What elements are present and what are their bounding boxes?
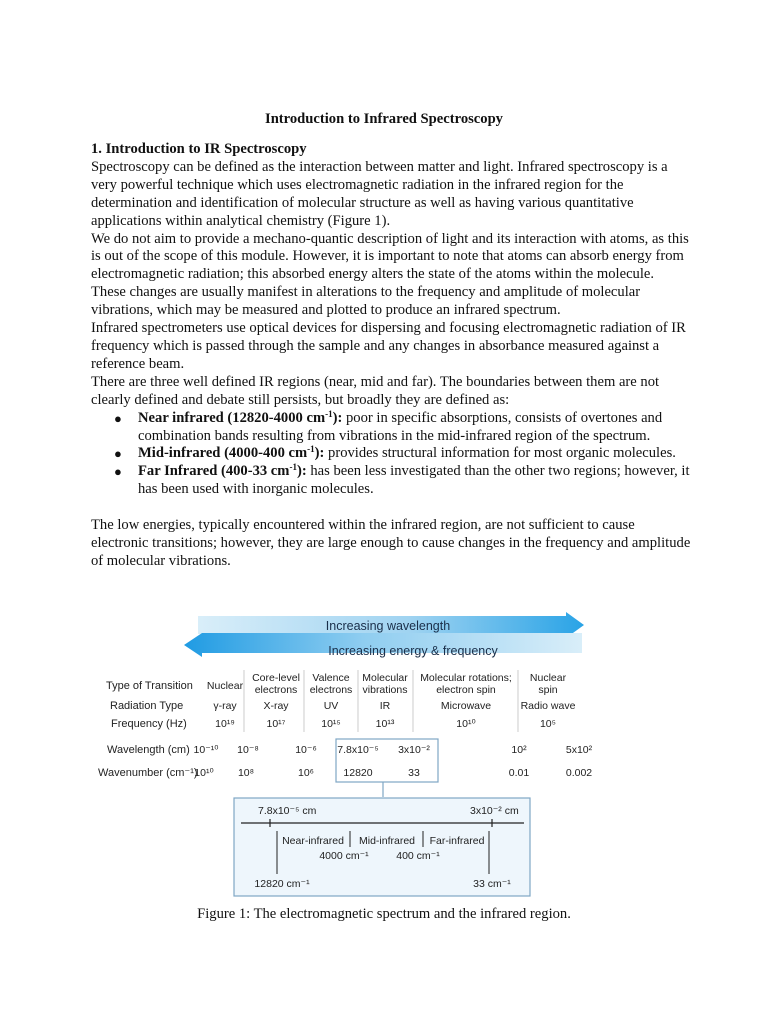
wavelength-value: 10⁻⁸ <box>237 744 259 756</box>
radiation-gamma: γ-ray <box>213 700 237 712</box>
row-label-transition: Type of Transition <box>106 680 193 692</box>
transition-valence-1: Valence <box>312 672 350 684</box>
term-description: has been less investigated than the other two regions; however, it has been used with inorganic molecules. <box>138 463 690 498</box>
paragraph-energy: We do not aim to provide a mechano-quantic description of light and its interaction with atoms, as this is out of the scope of this module. However, it is important to note that atoms can absorb energy from electromagnetic radiation; this absorbed energy alters the state of the atoms within the molecule. These changes are usually manifest in alterations to the frequency and amplitude of molecular vibrations, which may be measured and plotted to produce an infrared spectrum. <box>91 230 689 319</box>
list-item-far-ir <box>114 462 691 499</box>
wavenumber-value: 0.002 <box>565 767 593 779</box>
section-heading: 1. Introduction to IR Spectroscopy <box>91 141 307 157</box>
transition-nuclear: Nuclear <box>206 680 244 692</box>
frequency-gamma: 10¹⁹ <box>215 718 235 730</box>
figure-caption: Figure 1: The electromagnetic spectrum and the infrared region. <box>197 906 571 922</box>
mid-infrared-label: Mid-infrared <box>358 835 416 847</box>
boundary-400-label: 400 cm⁻¹ <box>396 850 440 862</box>
wavelength-arrow-label: Increasing wavelength <box>325 619 451 633</box>
frequency-radio: 10⁵ <box>539 718 557 730</box>
list-item-near-ir <box>114 408 691 446</box>
term-description: poor in specific absorptions, consists of overtones and combination bands resulting from vibrations in the mid-infrared region of the spectrum. <box>138 409 663 444</box>
wavelength-value: 10² <box>511 744 527 756</box>
row-label-wavenumber: Wavenumber (cm⁻¹) <box>98 767 198 779</box>
transition-core-level-2: electrons <box>254 684 298 696</box>
term-end: ): <box>332 409 343 426</box>
document-body <box>91 141 691 571</box>
document-title: Introduction to Infrared Spectroscopy <box>265 111 503 127</box>
row-label-frequency: Frequency (Hz) <box>111 718 187 730</box>
detail-right-wavenumber: 33 cm⁻¹ <box>473 878 511 890</box>
radiation-uv: UV <box>323 700 339 712</box>
transition-molecular-vib-1: Molecular <box>362 672 408 684</box>
paragraph-low-energies: The low energies, typically encountered within the infrared region, are not sufficient to cause electronic transitions; however, they are large enough to cause changes in the frequency and amplitude of molecular vibrations. <box>91 517 691 569</box>
near-infrared-label: Near-infrared <box>282 835 344 847</box>
spectrum-diagram <box>96 612 596 902</box>
paragraph-gap <box>91 499 691 517</box>
term-label: Far Infrared (400-33 cm <box>138 463 290 480</box>
frequency-microwave: 10¹⁰ <box>456 718 476 730</box>
wavelength-value: 3x10⁻² <box>398 744 430 756</box>
term-superscript: -1 <box>325 408 333 419</box>
transition-nuclear-spin-2: spin <box>538 684 558 696</box>
frequency-uv: 10¹⁵ <box>321 718 341 730</box>
row-label-radiation: Radiation Type <box>110 700 184 712</box>
term-superscript: -1 <box>289 462 297 473</box>
term-end: ): <box>296 463 307 480</box>
term-description: provides structural information for most organic molecules. <box>324 445 676 462</box>
energy-arrow-label: Increasing energy & frequency <box>328 644 498 658</box>
detail-left-wavelength: 7.8x10⁻⁵ cm <box>258 805 317 817</box>
paragraph-definition: Spectroscopy can be defined as the interaction between matter and light. Infrared spectroscopy is a very powerful technique which uses electromagnetic radiation in the infrared region for the determination and identification of molecular structure as well as having various quantitative applications within analytical chemistry (Figure 1). <box>91 158 668 229</box>
term-superscript: -1 <box>307 444 315 455</box>
row-label-wavelength: Wavelength (cm) <box>107 744 190 756</box>
paragraph-spectrometers: Infrared spectrometers use optical devices for dispersing and focusing electromagnetic radiation of IR frequency which is passed through the sample and any changes in absorbance measured against a reference beam. <box>91 320 686 372</box>
radiation-xray: X-ray <box>263 700 289 712</box>
wavelength-value: 10⁻¹⁰ <box>193 744 219 756</box>
term-label: Mid-infrared (4000-400 cm <box>138 445 308 462</box>
transition-nuclear-spin-1: Nuclear <box>529 672 567 684</box>
bullet-icon: ● <box>114 464 122 480</box>
wavenumber-value: 33 <box>408 767 420 779</box>
bullet-icon: ● <box>114 446 122 462</box>
transition-valence-2: electrons <box>309 684 353 696</box>
ir-regions-list <box>91 410 691 500</box>
wavenumber-value: 0.01 <box>508 767 530 779</box>
far-infrared-label: Far-infrared <box>429 835 485 847</box>
transition-core-level-1: Core-level <box>252 672 300 684</box>
bullet-icon: ● <box>114 410 122 426</box>
radiation-ir: IR <box>379 700 391 712</box>
radiation-radio: Radio wave <box>520 700 576 712</box>
transition-molecular-vib-2: vibrations <box>362 684 408 696</box>
detail-right-wavelength: 3x10⁻² cm <box>470 805 519 817</box>
wavelength-value: 7.8x10⁻⁵ <box>337 744 379 756</box>
wavenumber-value: 10⁶ <box>297 767 315 779</box>
boundary-4000-label: 4000 cm⁻¹ <box>319 850 369 862</box>
transition-rotations-2: electron spin <box>436 684 496 696</box>
wavenumber-value: 12820 <box>343 767 373 779</box>
radiation-microwave: Microwave <box>440 700 492 712</box>
wavenumber-value: 10⁸ <box>237 767 255 779</box>
list-item-mid-ir <box>114 444 691 463</box>
wavenumber-value: 10¹⁰ <box>194 767 214 779</box>
transition-rotations-1: Molecular rotations; <box>420 672 512 684</box>
frequency-ir: 10¹³ <box>375 718 395 730</box>
term-label: Near infrared (12820-4000 cm <box>138 409 326 426</box>
term-end: ): <box>314 445 325 462</box>
paragraph-regions: There are three well defined IR regions (near, mid and far). The boundaries between them are not clearly defined and debate still persists, but broadly they are defined as: <box>91 373 660 408</box>
wavelength-value: 10⁻⁶ <box>295 744 317 756</box>
spectrum-figure <box>96 612 596 902</box>
detail-left-wavenumber: 12820 cm⁻¹ <box>254 878 310 890</box>
wavelength-value: 5x10² <box>565 744 593 756</box>
frequency-xray: 10¹⁷ <box>266 718 286 730</box>
